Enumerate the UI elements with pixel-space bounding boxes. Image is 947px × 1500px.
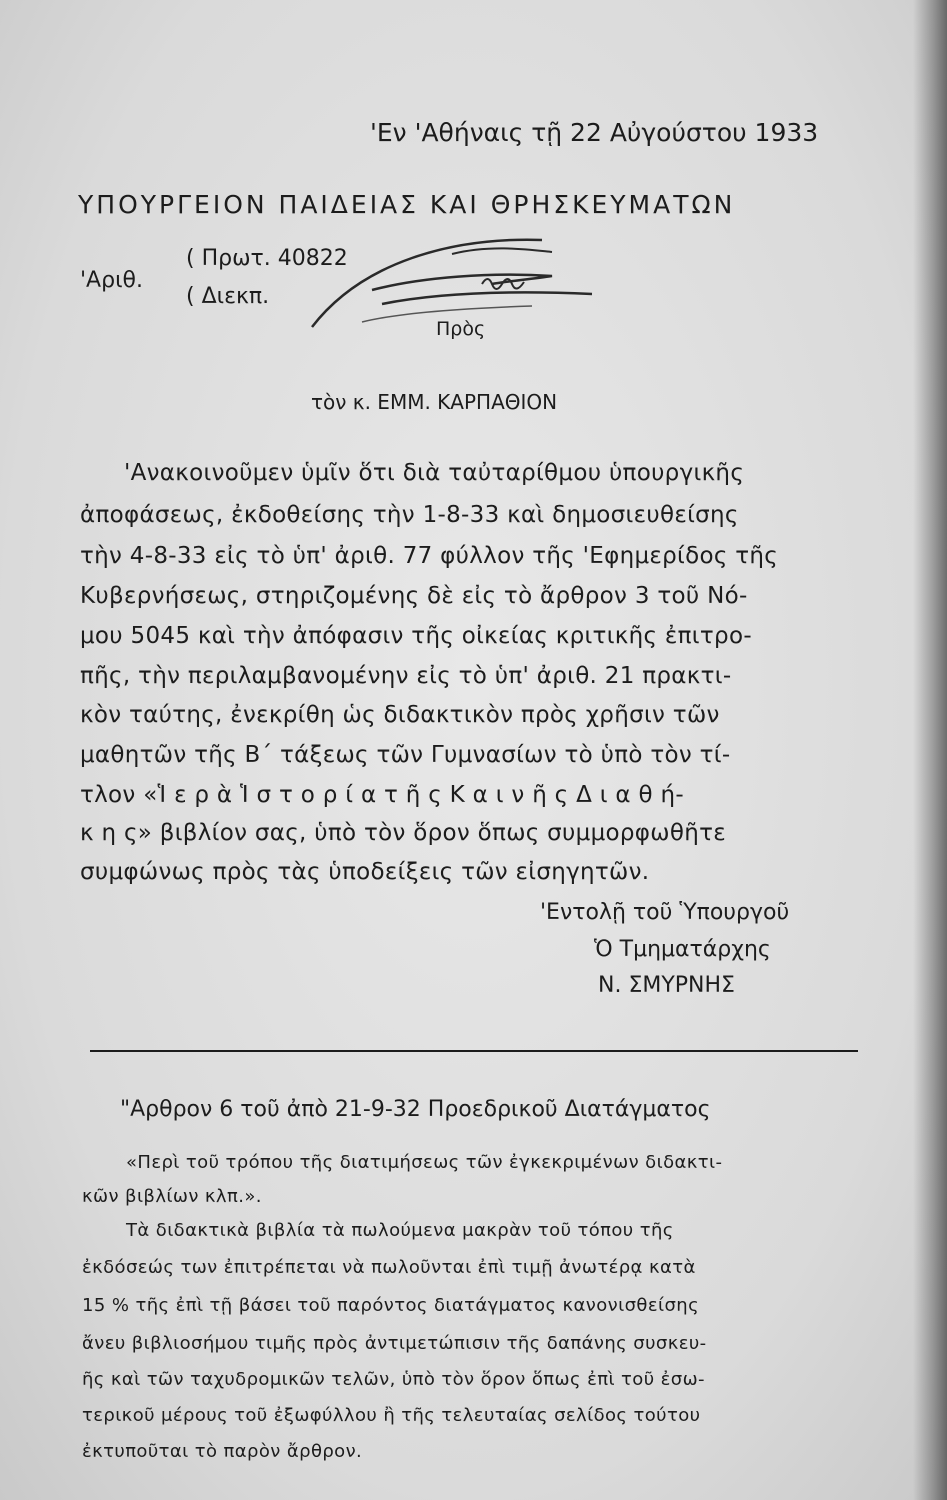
- signature-authority: 'Εντολῇ τοῦ Ὑπουργοῦ: [540, 900, 790, 925]
- article-line: ῆς καὶ τῶν ταχυδρομικῶν τελῶν, ὑπὸ τὸν ὅρον ὅπως ἐπὶ τοῦ ἐσω-: [82, 1369, 705, 1390]
- article-line: ἐκτυποῦται τὸ παρὸν ἄρθρον.: [82, 1441, 363, 1462]
- dispatch-number: ( Διεκπ.: [186, 284, 270, 309]
- recipient-name: τὸν κ. ΕΜΜ. ΚΑΡΠΑΘΙΟΝ: [311, 390, 558, 414]
- protocol-number: ( Πρωτ. 40822: [186, 246, 348, 271]
- body-line: 'Ανακοινοῦμεν ὑμῖν ὅτι διὰ ταὐταρίθμου ὑπουργικῆς: [124, 460, 745, 486]
- page-edge-shadow: [913, 0, 947, 1500]
- article-line: 15 % τῆς ἐπὶ τῇ βάσει τοῦ παρόντος διατάγματος κανονισθείσης: [82, 1295, 700, 1316]
- body-line: τλον «Ἱ ε ρ ὰ Ἱ σ τ ο ρ ί α τ ῆ ς Κ α ι ν ῆ ς Δ ι α θ ή-: [80, 782, 684, 808]
- body-line: Κυβερνήσεως, στηριζομένης δὲ εἰς τὸ ἄρθρον 3 τοῦ Νό-: [80, 583, 748, 609]
- article-line: ἄνευ βιβλιοσήμου τιμῆς πρὸς ἀντιμετώπισιν τῆς δαπάνης συσκευ-: [82, 1333, 707, 1354]
- ministry-heading: ΥΠΟΥΡΓΕΙΟΝ ΠΑΙΔΕΙΑΣ ΚΑΙ ΘΡΗΣΚΕΥΜΑΤΩΝ: [78, 190, 736, 219]
- body-line: πῆς, τὴν περιλαμβανομένην εἰς τὸ ὑπ' ἀριθ. 21 πρακτι-: [80, 663, 732, 689]
- reference-label: 'Αριθ.: [80, 268, 143, 293]
- section-divider: [90, 1050, 858, 1052]
- body-line: κὸν ταύτης, ἐνεκρίθη ὡς διδακτικὸν πρὸς χρῆσιν τῶν: [80, 702, 720, 728]
- article-line: ἐκδόσεώς των ἐπιτρέπεται νὰ πωλοῦνται ἐπὶ τιμῇ ἀνωτέρᾳ κατὰ: [82, 1257, 696, 1278]
- article-line: Τὰ διδακτικὰ βιβλία τὰ πωλούμενα μακρὰν τοῦ τόπου τῆς: [126, 1220, 674, 1241]
- to-label: Πρὸς: [436, 318, 486, 340]
- body-line: τὴν 4-8-33 εἰς τὸ ὑπ' ἀριθ. 77 φύλλον τῆς 'Εφημερίδος τῆς: [80, 543, 779, 569]
- signature-title: Ὁ Τμηματάρχης: [594, 937, 771, 962]
- body-line: ἀποφάσεως, ἐκδοθείσης τὴν 1-8-33 καὶ δημοσιευθείσης: [80, 502, 739, 528]
- body-line: συμφώνως πρὸς τὰς ὑποδείξεις τῶν εἰσηγητῶν.: [80, 859, 650, 885]
- signatory-name: Ν. ΣΜΥΡΝΗΣ: [598, 973, 735, 998]
- body-line: μου 5045 καὶ τὴν ἀπόφασιν τῆς οἰκείας κριτικῆς ἐπιτρο-: [80, 623, 752, 649]
- article-line: «Περὶ τοῦ τρόπου τῆς διατιμήσεως τῶν ἐγκεκριμένων διδακτι-: [126, 1152, 723, 1173]
- article-line: τερικοῦ μέρους τοῦ ἐξωφύλλου ἢ τῆς τελευταίας σελίδος τούτου: [82, 1405, 701, 1426]
- article-line: κῶν βιβλίων κλπ.».: [82, 1186, 262, 1207]
- letter-date: 'Εν 'Αθήναις τῇ 22 Αὐγούστου 1933: [370, 118, 819, 147]
- article-title: "Αρθρον 6 τοῦ ἀπὸ 21-9-32 Προεδρικοῦ Διατάγματος: [120, 1097, 711, 1122]
- body-line: μαθητῶν τῆς Β΄ τάξεως τῶν Γυμνασίων τὸ ὑπὸ τὸν τί-: [80, 742, 731, 768]
- body-line: κ η ς» βιβλίον σας, ὑπὸ τὸν ὅρον ὅπως συμμορφωθῆτε: [80, 820, 726, 846]
